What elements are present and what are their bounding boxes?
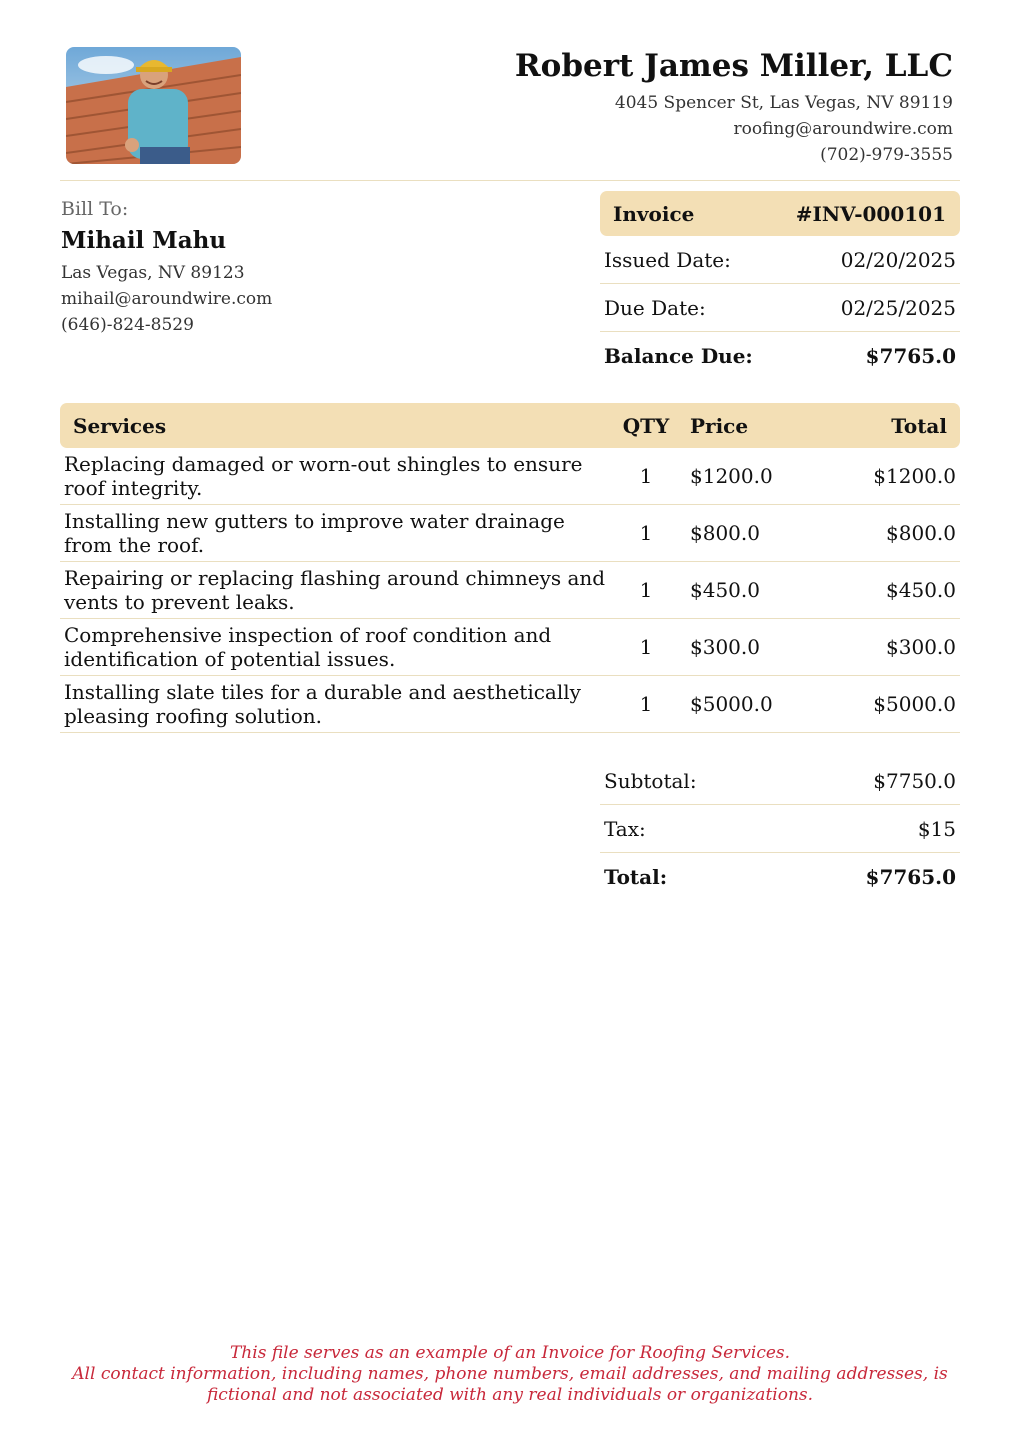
company-name: Robert James Miller, LLC: [514, 48, 953, 84]
bill-to-block: [61, 196, 272, 338]
disclaimer-footer: [0, 1343, 1020, 1406]
service-price: $5000.0: [690, 692, 773, 716]
balance-due-label: Balance Due:: [604, 343, 753, 368]
price-column-header: Price: [690, 413, 749, 438]
balance-due-row: [600, 332, 960, 379]
service-description: Installing new gutters to improve water drainage from the roof.: [64, 509, 565, 557]
service-description: Comprehensive inspection of roof condition and identification of potential issues.: [64, 623, 552, 671]
client-email: mihail@aroundwire.com: [61, 289, 273, 309]
disclaimer-line-3: fictional and not associated with any real individuals or organizations.: [206, 1385, 814, 1405]
service-total: $5000.0: [873, 692, 956, 716]
table-row: [60, 676, 960, 733]
due-date-label: Due Date:: [604, 295, 706, 320]
total-value: $7765.0: [865, 864, 956, 889]
company-photo: [66, 47, 241, 164]
disclaimer-line-2: All contact information, including names, phone numbers, email addresses, and mailing addresses, is: [72, 1364, 948, 1384]
service-qty: 1: [639, 692, 653, 716]
tax-row: [600, 805, 960, 853]
issued-date-value: 02/20/2025: [840, 247, 956, 272]
service-total: $1200.0: [873, 464, 956, 488]
disclaimer-line-1: This file serves as an example of an Invoice for Roofing Services.: [229, 1343, 791, 1363]
service-price: $800.0: [690, 521, 760, 545]
due-date-value: 02/25/2025: [840, 295, 956, 320]
service-total: $300.0: [886, 635, 956, 659]
total-row: [600, 853, 960, 900]
service-qty: 1: [639, 578, 653, 602]
total-label: Total:: [604, 864, 668, 889]
service-total: $800.0: [886, 521, 956, 545]
client-phone: (646)-824-8529: [61, 315, 194, 335]
issued-date-label: Issued Date:: [604, 247, 731, 272]
table-row: [60, 562, 960, 619]
table-row: [60, 448, 960, 505]
service-total: $450.0: [886, 578, 956, 602]
invoice-summary: [600, 191, 960, 379]
invoice-header: [600, 191, 960, 236]
service-price: $450.0: [690, 578, 760, 602]
tax-value: $15: [917, 816, 956, 841]
service-price: $1200.0: [690, 464, 773, 488]
service-qty: 1: [639, 635, 653, 659]
tax-label: Tax:: [604, 816, 646, 841]
subtotal-label: Subtotal:: [604, 768, 697, 793]
total-column-header: Total: [891, 413, 947, 438]
service-qty: 1: [639, 464, 653, 488]
service-description: Installing slate tiles for a durable and aesthetically pleasing roofing solution.: [64, 680, 581, 728]
services-table: [60, 403, 960, 733]
issued-date-row: [600, 236, 960, 284]
company-phone: (702)-979-3555: [820, 145, 953, 165]
company-address: 4045 Spencer St, Las Vegas, NV 89119: [614, 93, 953, 113]
totals-block: [600, 757, 960, 900]
services-header: [60, 403, 960, 448]
service-qty: 1: [639, 521, 653, 545]
table-row: [60, 505, 960, 562]
balance-due-value: $7765.0: [865, 343, 956, 368]
company-info: [515, 48, 953, 168]
header-divider: [60, 180, 960, 181]
subtotal-row: [600, 757, 960, 805]
service-description: Replacing damaged or worn-out shingles to ensure roof integrity.: [64, 452, 583, 500]
service-description: Repairing or replacing flashing around chimneys and vents to prevent leaks.: [64, 566, 606, 614]
client-address: Las Vegas, NV 89123: [61, 263, 245, 283]
qty-column-header: QTY: [622, 413, 670, 438]
invoice-label: Invoice: [613, 201, 695, 226]
company-email: roofing@aroundwire.com: [733, 119, 953, 139]
bill-to-label: Bill To:: [61, 198, 129, 220]
client-name: Mihail Mahu: [61, 227, 227, 254]
table-row: [60, 619, 960, 676]
due-date-row: [600, 284, 960, 332]
service-price: $300.0: [690, 635, 760, 659]
subtotal-value: $7750.0: [873, 768, 956, 793]
invoice-number: #INV-000101: [795, 201, 946, 226]
services-column-header: Services: [73, 413, 167, 438]
